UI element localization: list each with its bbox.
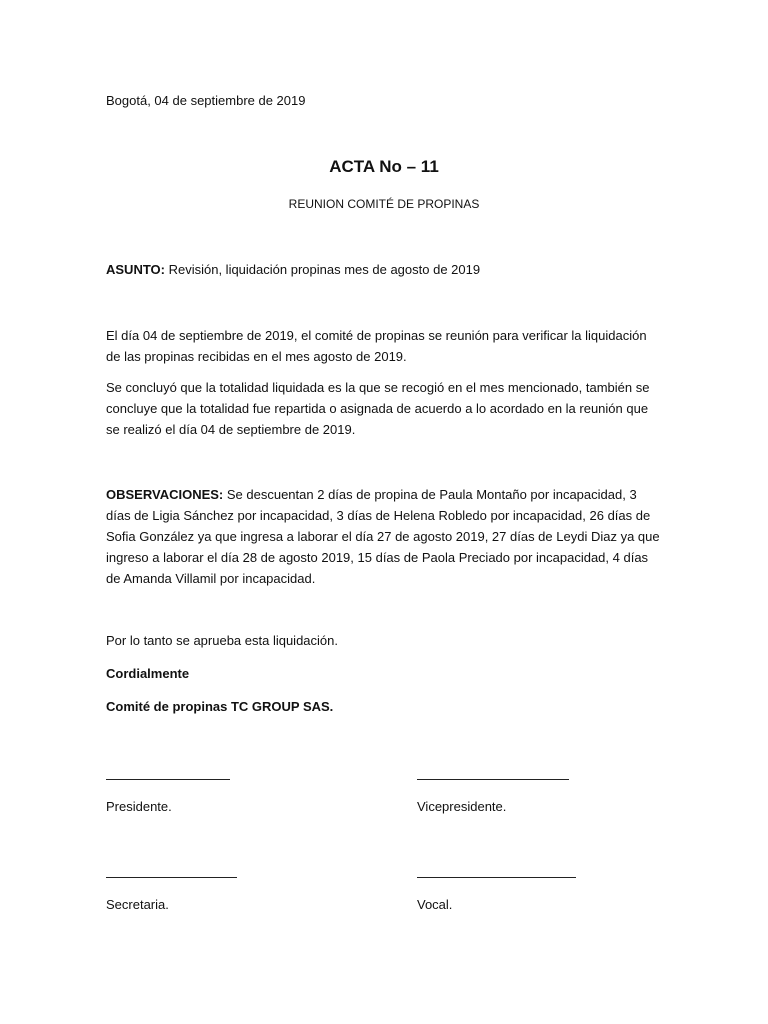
signature-line-vocal [417, 877, 576, 878]
signature-label-vicepresidente: Vicepresidente. [417, 799, 507, 814]
observaciones-text: Se descuentan 2 días de propina de Paula Montaño por incapacidad, 3 días de Ligia Sánchez por incapacidad, 3 días de Helena Robledo por incapacidad, 26 días de Sofia González ya que ingresa a laborar el día 27 de agosto 2019, 27 días de Leydi Diaz ya que ingreso a laborar el día 28 de agosto 2019, 15 días de Paola Preciado por incapacidad, 4 días de Amanda Villamil por incapacidad. [106, 487, 660, 586]
observaciones-label: OBSERVACIONES: [106, 487, 224, 502]
approval-line: Por lo tanto se aprueba esta liquidación. [106, 633, 338, 648]
signature-line-vicepresidente [417, 779, 569, 780]
body-paragraph-1 [106, 325, 662, 367]
signature-label-secretaria: Secretaria. [106, 897, 169, 912]
signature-label-vocal: Vocal. [417, 897, 453, 912]
signature-line-presidente [106, 779, 230, 780]
body-paragraph-2-text: Se concluyó que la totalidad liquidada es la que se recogió en el mes mencionado, también se concluye que la totalidad fue repartida o asignada de acuerdo a lo acordado en la reunión que se realizó el día 04 de septiembre de 2019. [106, 380, 650, 437]
body-paragraph-1-text: El día 04 de septiembre de 2019, el comité de propinas se reunión para verificar la liquidación de las propinas recibidas en el mes agosto de 2019. [106, 328, 647, 364]
document-title: ACTA No – 11 [329, 157, 439, 176]
signature-line-secretaria [106, 877, 237, 878]
date-line: Bogotá, 04 de septiembre de 2019 [106, 93, 306, 108]
closing-line: Cordialmente [106, 666, 190, 681]
observaciones-paragraph [106, 484, 662, 589]
body-paragraph-2 [106, 377, 662, 440]
asunto-line [106, 259, 662, 280]
asunto-label: ASUNTO: [106, 262, 165, 277]
committee-line: Comité de propinas TC GROUP SAS. [106, 699, 334, 714]
signature-label-presidente: Presidente. [106, 799, 172, 814]
document-subtitle: REUNION COMITÉ DE PROPINAS [288, 197, 480, 211]
asunto-text: Revisión, liquidación propinas mes de agosto de 2019 [164, 262, 481, 277]
